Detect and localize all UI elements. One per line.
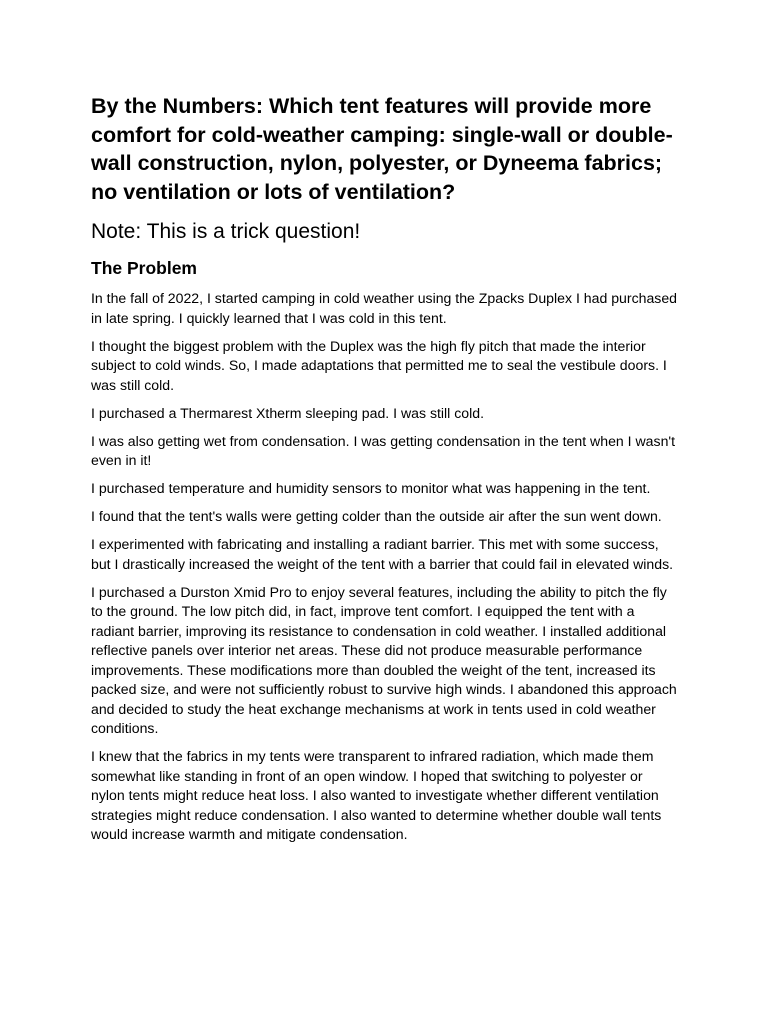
paragraph: In the fall of 2022, I started camping in cold weather using the Zpacks Duplex I had purchased in late spring. I quickly learned that I was cold in this tent. bbox=[91, 290, 678, 326]
document-title: By the Numbers: Which tent features will provide more comfort for cold-weather camping: single-wall or double-wall construction, nylon, polyester, or Dyneema fabrics; no ventilation or lots of ventilation? bbox=[91, 94, 673, 204]
paragraph: I knew that the fabrics in my tents were transparent to infrared radiation, which made them somewhat like standing in front of an open window. I hoped that switching to polyester or nylon tents might reduce heat loss. I also wanted to investigate whether different ventilation strategies might reduce condensation. I also wanted to determine whether double wall tents would increase warmth and mitigate condensation. bbox=[91, 748, 662, 842]
paragraph: I was also getting wet from condensation. I was getting condensation in the tent when I wasn't even in it! bbox=[91, 432, 676, 468]
section-heading-the-problem: The Problem bbox=[91, 258, 197, 278]
note-line: Note: This is a trick question! bbox=[91, 220, 361, 243]
body-text bbox=[91, 289, 678, 845]
paragraph: I purchased a Durston Xmid Pro to enjoy several features, including the ability to pitch the fly to the ground. The low pitch did, in fact, improve tent comfort. I equipped the tent with a radiant barrier, improving its resistance to condensation in cold weather. I installed additional reflective panels over interior net areas. These did not produce measurable performance improvements. These modifications more than doubled the weight of the tent, increased its packed size, and were not sufficiently robust to survive high winds. I abandoned this approach and decided to study the heat exchange mechanisms at work in tents used in cold weather conditions. bbox=[91, 583, 677, 736]
paragraph: I experimented with fabricating and installing a radiant barrier. This met with some success, but I drastically increased the weight of the tent with a barrier that could fail in elevated winds. bbox=[91, 536, 674, 572]
paragraph: I found that the tent's walls were getting colder than the outside air after the sun went down. bbox=[91, 508, 662, 524]
paragraph: I purchased a Thermarest Xtherm sleeping pad. I was still cold. bbox=[91, 404, 484, 421]
paragraph: I purchased temperature and humidity sensors to monitor what was happening in the tent. bbox=[91, 480, 651, 496]
paragraph: I thought the biggest problem with the Duplex was the high fly pitch that made the interior subject to cold winds. So, I made adaptations that permitted me to seal the vestibule doors. I was still cold. bbox=[91, 337, 667, 393]
